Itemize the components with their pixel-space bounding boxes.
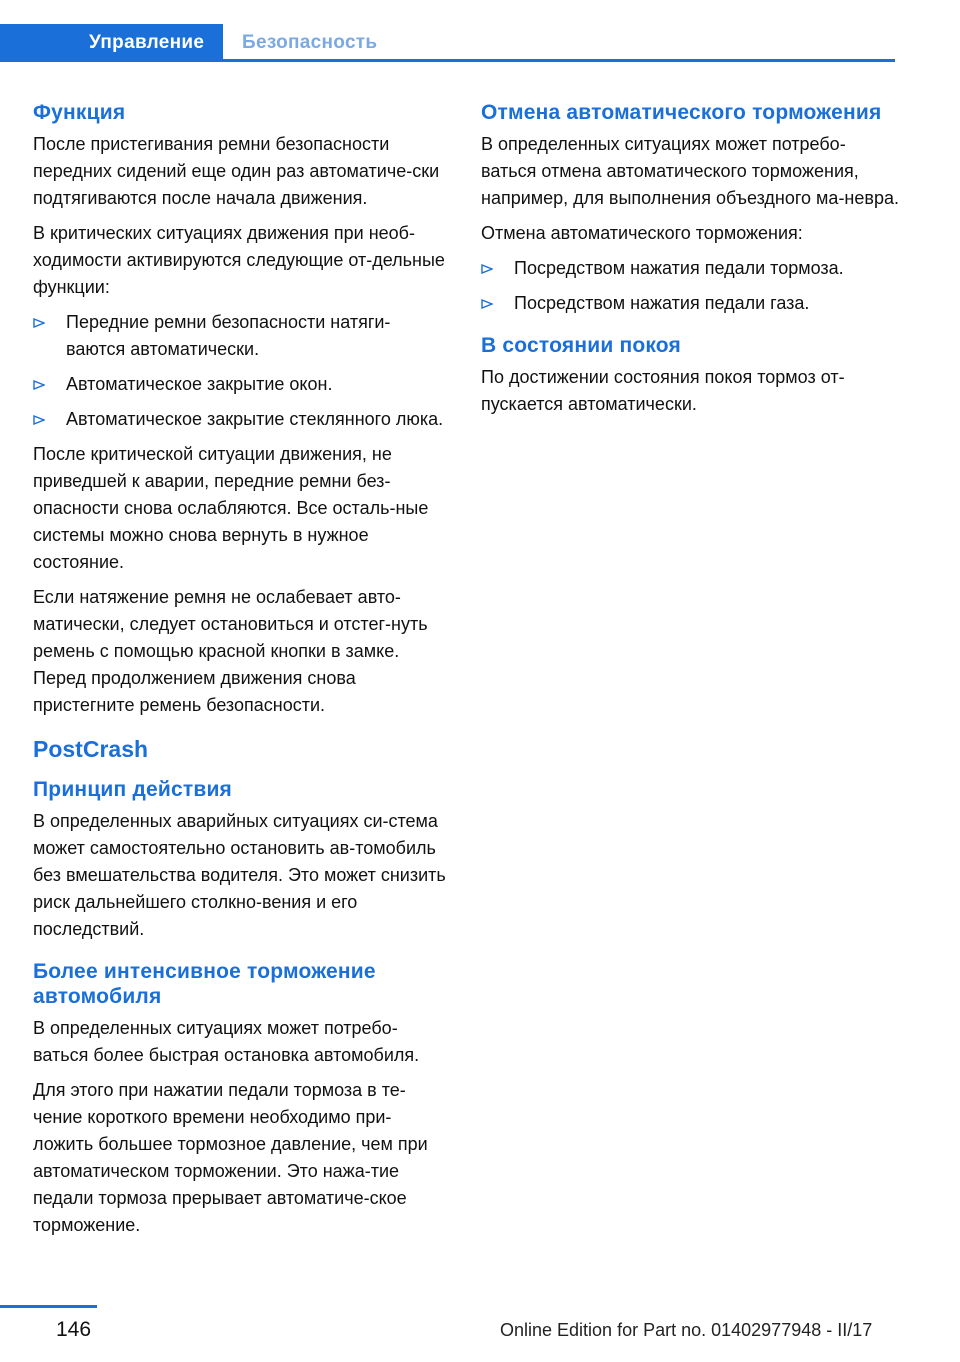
section-tab-control: Управление bbox=[0, 24, 223, 62]
page-number: 146 bbox=[56, 1318, 92, 1341]
bullet-triangle-icon bbox=[481, 264, 493, 274]
list-item-text: Автоматическое закрытие стеклянного люка. bbox=[66, 409, 444, 429]
right-column bbox=[481, 100, 901, 434]
intensive-braking-paragraph-1: В определенных ситуациях может потребо-ваться более быстрая остановка автомобиля. bbox=[33, 1018, 420, 1065]
cancel-bullet-list bbox=[481, 255, 901, 317]
bullet-triangle-icon bbox=[33, 415, 45, 425]
function-paragraph-2: В критических ситуациях движения при необ-ходимости активируются следующие от-дельные функции: bbox=[33, 223, 445, 297]
cancel-braking-paragraph-2: Отмена автоматического торможения: bbox=[481, 223, 803, 243]
function-paragraph-4: Если натяжение ремня не ослабевает авто-матически, следует остановиться и отстег-нуть ремень с помощью красной кнопки в замке. Перед продолжением движения снова пристегните ремень безопасности. bbox=[33, 587, 428, 715]
cancel-braking-paragraph-1: В определенных ситуациях может потребо-ваться отмена автоматического торможения, например, для выполнения объездного ма-невра. bbox=[481, 134, 899, 208]
standstill-section bbox=[481, 333, 901, 418]
bullet-triangle-icon bbox=[33, 318, 45, 328]
list-item-text: Посредством нажатия педали газа. bbox=[514, 293, 810, 313]
function-section bbox=[33, 100, 449, 719]
list-item-text: Автоматическое закрытие окон. bbox=[66, 374, 333, 394]
function-heading: Функция bbox=[33, 101, 126, 124]
function-paragraph-1: После пристегивания ремни безопасности передних сидений еще один раз автоматиче-ски подтягиваются после начала движения. bbox=[33, 134, 440, 208]
principle-heading: Принцип действия bbox=[33, 778, 233, 801]
list-item-text: Посредством нажатия педали тормоза. bbox=[514, 258, 844, 278]
cancel-braking-heading: Отмена автоматического торможения bbox=[481, 101, 882, 124]
bullet-triangle-icon bbox=[33, 380, 45, 390]
footer-rule bbox=[0, 1305, 97, 1308]
function-bullet-list bbox=[33, 309, 449, 433]
list-item bbox=[481, 255, 901, 282]
list-item bbox=[33, 406, 449, 433]
intensive-braking-paragraph-2: Для этого при нажатии педали тормоза в те-чение короткого времени необходимо при-ложить большее тормозное давление, чем при автоматическом торможении. Это нажа-тие педали тормоза прерывает автоматиче-ское торможение. bbox=[33, 1080, 428, 1235]
header-rule bbox=[223, 59, 895, 62]
list-item bbox=[33, 371, 449, 398]
edition-note: Online Edition for Part no. 01402977948 - II/17 bbox=[500, 1320, 873, 1340]
list-item bbox=[481, 290, 901, 317]
standstill-paragraph: По достижении состояния покоя тормоз от-пускается автоматически. bbox=[481, 367, 845, 414]
left-column bbox=[33, 100, 449, 1255]
bullet-triangle-icon bbox=[481, 299, 493, 309]
function-paragraph-3: После критической ситуации движения, не приведшей к аварии, передние ремни без-опасности снова ослабляются. Все осталь-ные системы можно снова вернуть в нужное состояние. bbox=[33, 444, 429, 572]
cancel-braking-section bbox=[481, 100, 901, 317]
postcrash-section bbox=[33, 735, 449, 943]
principle-paragraph: В определенных аварийных ситуациях си-стема может самостоятельно остановить ав-томобиль без вмешательства водителя. Это может снизить риск дальнейшего столкно-вения и его последствий. bbox=[33, 811, 446, 939]
intensive-braking-heading: Более интенсивное торможение автомобиля bbox=[33, 960, 376, 1008]
postcrash-heading: PostCrash bbox=[33, 736, 149, 762]
standstill-heading: В состоянии покоя bbox=[481, 334, 682, 357]
list-item-text: Передние ремни безопасности натяги-ваются автоматически. bbox=[66, 312, 391, 359]
intensive-braking-section bbox=[33, 959, 449, 1239]
list-item bbox=[33, 309, 449, 363]
section-tab-safety: Безопасность bbox=[242, 32, 378, 53]
page-header bbox=[0, 0, 895, 62]
